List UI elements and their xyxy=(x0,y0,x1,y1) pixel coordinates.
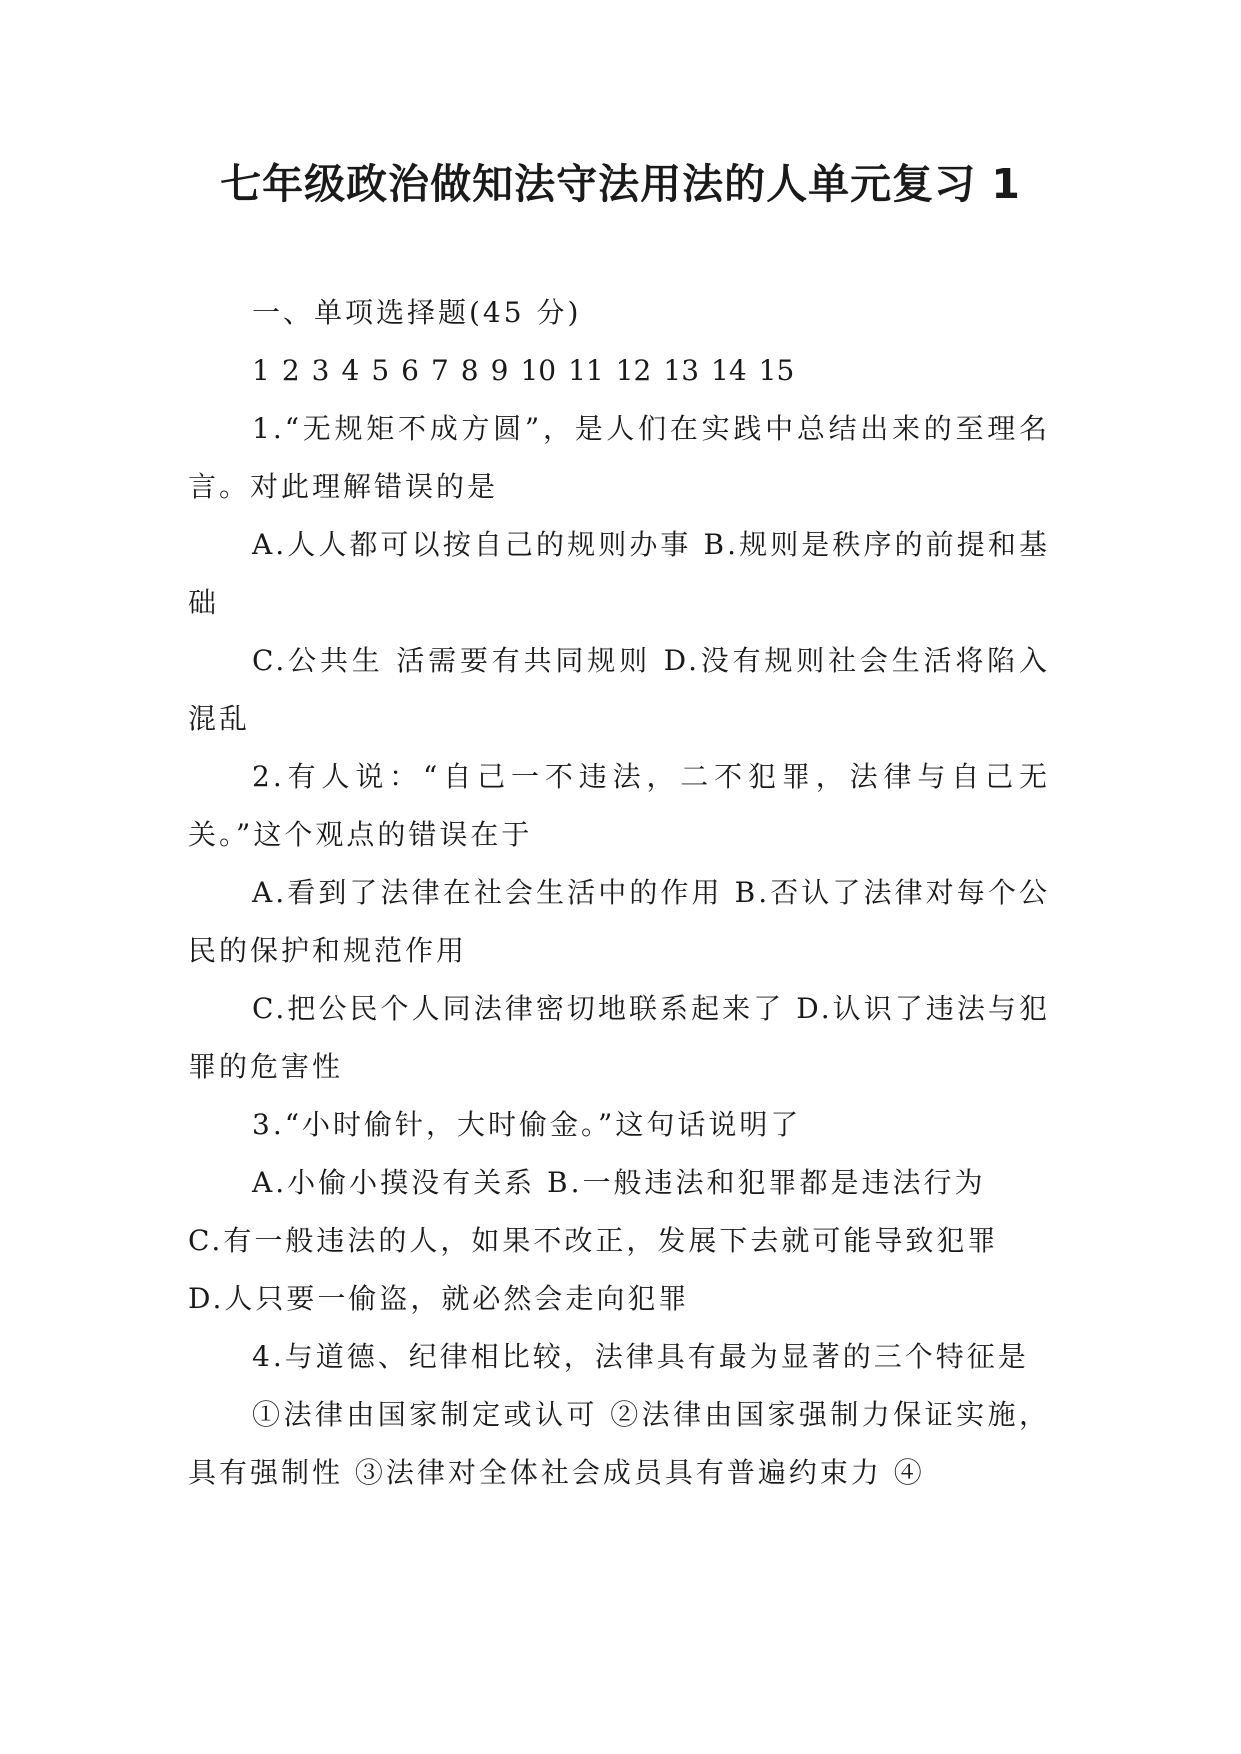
answer-number: 15 xyxy=(758,354,795,387)
answer-number: 13 xyxy=(663,354,700,387)
answer-number: 11 xyxy=(568,354,604,387)
question-3-option-d: D.人只要一偷盗，就必然会走向犯罪 xyxy=(188,1282,690,1315)
question-3-option-c: C.有一般违法的人，如果不改正，发展下去就可能导致犯罪 xyxy=(188,1224,999,1257)
answer-number: 4 xyxy=(341,354,360,387)
answer-number: 8 xyxy=(460,354,479,387)
question-2-options-ab: A.看到了法律在社会生活中的作用 B.否认了法律对每个公民的保护和规范作用 xyxy=(188,876,1050,967)
question-4-statements: ①法律由国家制定或认可 ②法律由国家强制力保证实施，具有强制性 ③法律对全体社会成员具有普遍约束力 ④ xyxy=(188,1398,1050,1489)
answer-number: 5 xyxy=(371,354,390,387)
section-heading: 一、单项选择题(45 分) xyxy=(252,296,582,329)
question-2-stem: 2.有人说：“自己一不违法，二不犯罪，法律与自己无关。”这个观点的错误在于 xyxy=(188,760,1050,851)
question-1-options-cd: C.公共生 活需要有共同规则 D.没有规则社会生活将陷入混乱 xyxy=(188,644,1050,735)
answer-number: 1 xyxy=(252,354,270,387)
document-body xyxy=(188,284,1050,1502)
question-4-stem: 4.与道德、纪律相比较，法律具有最为显著的三个特征是 xyxy=(252,1340,1029,1373)
answer-number: 9 xyxy=(490,354,509,387)
question-3-options-ab: A.小偷小摸没有关系 B.一般违法和犯罪都是违法行为 xyxy=(252,1166,986,1199)
question-2-options-cd: C.把公民个人同法律密切地联系起来了 D.认识了违法与犯罪的危害性 xyxy=(188,992,1050,1083)
answer-number-row xyxy=(188,342,1050,400)
question-1-options-ab: A.人人都可以按自己的规则办事 B.规则是秩序的前提和基础 xyxy=(188,528,1050,619)
question-1-stem: 1.“无规矩不成方圆”，是人们在实践中总结出来的至理名言。对此理解错误的是 xyxy=(188,412,1050,503)
answer-number: 14 xyxy=(711,354,747,387)
answer-number: 10 xyxy=(520,354,557,387)
answer-number: 3 xyxy=(311,354,330,387)
answer-number: 2 xyxy=(281,354,300,387)
answer-number: 7 xyxy=(430,354,449,387)
answer-number: 12 xyxy=(615,354,652,387)
answer-number: 6 xyxy=(401,354,419,387)
question-3-stem: 3.“小时偷针，大时偷金。”这句话说明了 xyxy=(252,1108,802,1141)
document-title: 七年级政治做知法守法用法的人单元复习 1 xyxy=(220,160,1021,208)
